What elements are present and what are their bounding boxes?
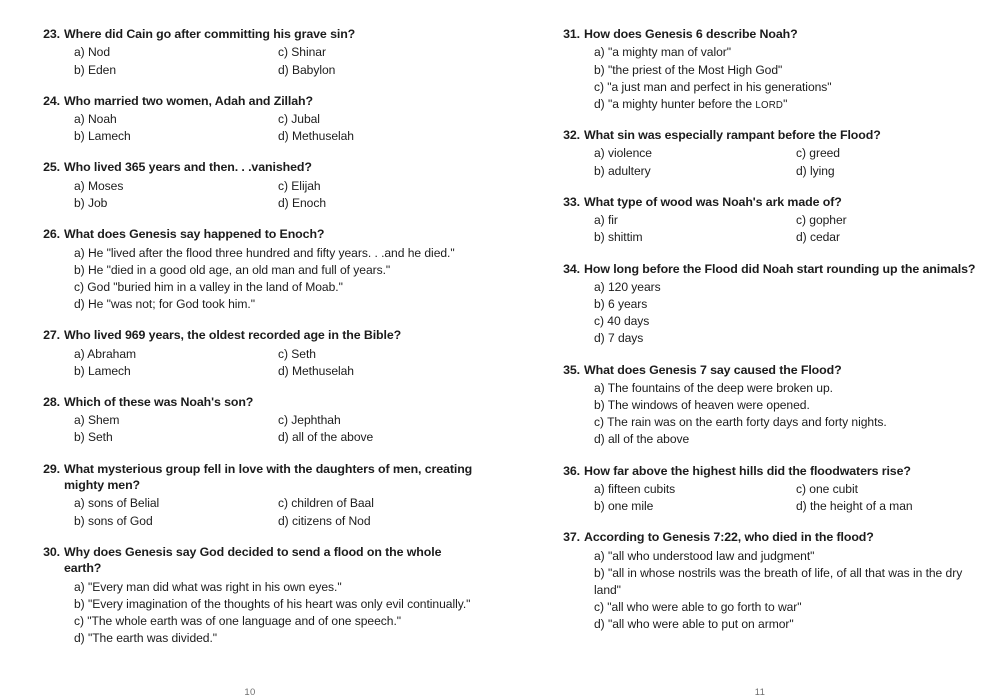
question-block (38, 394, 476, 447)
answer-option-list (38, 178, 476, 212)
answer-option[interactable]: a) "all who understood law and judgment" (594, 548, 815, 563)
question-number: 25. (43, 160, 60, 175)
answer-option[interactable]: d) Babylon (278, 62, 336, 77)
answer-option[interactable]: d) cedar (796, 230, 840, 245)
question-text: How far above the highest hills did the floodwaters rise? (584, 463, 911, 478)
answer-option[interactable]: c) God "buried him in a valley in the land of Moab." (74, 279, 343, 294)
answer-option[interactable]: d) "The earth was divided." (74, 631, 218, 646)
answer-option[interactable]: d) He "was not; for God took him." (74, 297, 255, 312)
answer-option[interactable]: d) Enoch (278, 195, 327, 210)
answer-option-list (38, 245, 476, 314)
answer-option[interactable]: d) Methuselah (278, 129, 354, 144)
answer-option[interactable]: c) Elijah (278, 178, 321, 193)
question-block (38, 461, 476, 530)
question-block (558, 26, 990, 113)
question-line (558, 463, 990, 479)
answer-option-list (558, 44, 990, 113)
question-text: According to Genesis 7:22, who died in the flood? (584, 530, 874, 545)
answer-option[interactable]: a) The fountains of the deep were broken up. (594, 380, 833, 395)
question-block (38, 226, 476, 313)
answer-option[interactable]: a) Shem (74, 413, 120, 428)
answer-option[interactable]: d) all of the above (594, 432, 690, 447)
question-number: 32. (563, 128, 580, 143)
answer-option[interactable]: a) sons of Belial (74, 496, 160, 511)
answer-option-list (38, 495, 476, 529)
answer-option[interactable]: c) "all who were able to go forth to war" (594, 600, 802, 615)
question-number: 26. (43, 227, 60, 242)
question-line (38, 461, 476, 494)
question-text: Who married two women, Adah and Zillah? (64, 93, 313, 108)
question-text: Who lived 365 years and then. . .vanished? (64, 160, 312, 175)
page-number-right: 11 (754, 687, 766, 698)
question-line (38, 226, 476, 242)
question-block (38, 159, 476, 212)
answer-option-list (38, 412, 476, 446)
question-block (558, 127, 990, 180)
answer-option[interactable]: d) "all who were able to put on armor" (594, 617, 794, 632)
question-block (38, 544, 476, 647)
question-block (558, 261, 990, 348)
question-block (558, 362, 990, 449)
question-line (38, 544, 476, 577)
answer-option[interactable]: d) "a mighty hunter before the LORD" (594, 96, 788, 111)
question-number: 30. (43, 544, 60, 559)
answer-option[interactable]: b) Eden (74, 62, 117, 77)
question-text: What sin was especially rampant before the Flood? (584, 128, 881, 143)
question-line (558, 26, 990, 42)
question-line (38, 159, 476, 175)
answer-option-list (558, 145, 990, 179)
question-number: 35. (563, 362, 580, 377)
smallcaps-lord: LORD (755, 99, 784, 111)
answer-option-list (558, 548, 990, 634)
answer-option[interactable]: b) Lamech (74, 129, 131, 144)
question-block (558, 194, 990, 247)
question-number: 36. (563, 463, 580, 478)
answer-option[interactable]: c) 40 days (594, 314, 650, 329)
answer-option[interactable]: d) all of the above (278, 430, 374, 445)
answer-option[interactable]: d) Methuselah (278, 363, 354, 378)
answer-option[interactable]: c) Jephthah (278, 413, 341, 428)
answer-option[interactable]: c) Seth (278, 346, 316, 361)
answer-option-list (38, 579, 476, 648)
question-line (558, 127, 990, 143)
answer-option[interactable]: a) Noah (74, 112, 117, 127)
question-number: 27. (43, 328, 60, 343)
question-line (558, 529, 990, 545)
page-number-left: 10 (244, 687, 256, 698)
answer-option[interactable]: c) "The whole earth was of one language and of one speech." (74, 613, 402, 628)
answer-option[interactable]: c) Jubal (278, 112, 320, 127)
answer-option[interactable]: b) sons of God (74, 513, 153, 528)
question-text: What type of wood was Noah's ark made of? (584, 194, 842, 209)
question-text: What does Genesis 7 say caused the Flood? (584, 362, 842, 377)
answer-option-list (558, 279, 990, 348)
question-block (38, 93, 476, 146)
question-text: Why does Genesis say God decided to send a flood on the whole earth? (64, 544, 442, 576)
answer-option[interactable]: a) 120 years (594, 279, 661, 294)
answer-option[interactable]: c) one cubit (796, 482, 858, 496)
question-text: What does Genesis say happened to Enoch? (64, 227, 325, 242)
answer-option[interactable]: c) gopher (796, 213, 847, 228)
question-number: 29. (43, 461, 60, 476)
answer-option[interactable]: c) The rain was on the earth forty days and forty nights. (594, 415, 887, 430)
answer-option[interactable]: b) "Every imagination of the thoughts of his heart was only evil continually." (74, 596, 471, 611)
question-block (558, 463, 990, 516)
answer-option-list (558, 481, 990, 515)
answer-option[interactable]: a) "a mighty man of valor" (594, 45, 732, 60)
answer-option[interactable]: d) lying (796, 163, 835, 178)
answer-option[interactable]: a) fir (594, 213, 618, 228)
question-number: 23. (43, 27, 60, 41)
answer-option-list (38, 111, 476, 145)
question-line (38, 327, 476, 343)
question-text: Who lived 969 years, the oldest recorded age in the Bible? (64, 328, 402, 343)
answer-option[interactable]: a) fifteen cubits (594, 482, 676, 496)
question-text: How does Genesis 6 describe Noah? (584, 27, 798, 41)
answer-option[interactable]: d) the height of a man (796, 499, 913, 514)
question-number: 34. (563, 261, 580, 276)
question-text: Which of these was Noah's son? (64, 394, 254, 409)
question-block (38, 327, 476, 380)
answer-option[interactable]: b) shittim (594, 230, 643, 245)
right-question-list (558, 26, 990, 634)
answer-option[interactable]: b) Job (74, 195, 108, 210)
answer-option[interactable]: b) 6 years (594, 297, 648, 312)
answer-option[interactable]: c) greed (796, 146, 840, 161)
answer-option[interactable]: b) adultery (594, 163, 651, 178)
answer-option[interactable]: c) Shinar (278, 45, 326, 60)
question-number: 24. (43, 93, 60, 108)
right-page-content (500, 26, 1000, 634)
question-line (558, 194, 990, 210)
question-line (38, 26, 476, 42)
left-page (0, 26, 500, 700)
answer-option[interactable]: a) Moses (74, 178, 124, 193)
question-number: 31. (563, 27, 580, 41)
question-line (558, 362, 990, 378)
left-page-content (0, 26, 500, 647)
question-text: How long before the Flood did Noah start rounding up the animals? (584, 261, 976, 276)
question-line (558, 261, 990, 277)
question-number: 33. (563, 194, 580, 209)
answer-option-list (558, 212, 990, 246)
question-line (38, 93, 476, 109)
answer-option[interactable]: b) "all in whose nostrils was the breath of life, of all that was in the dry land" (594, 565, 963, 598)
answer-option-list (38, 346, 476, 380)
question-text: Where did Cain go after committing his grave sin? (64, 27, 356, 41)
question-number: 37. (563, 530, 580, 545)
answer-option[interactable]: a) Nod (74, 45, 110, 60)
right-page (500, 26, 1000, 700)
answer-option-list (558, 380, 990, 449)
question-line (38, 394, 476, 410)
left-question-list (38, 26, 476, 647)
question-block (558, 529, 990, 633)
answer-option[interactable]: a) Abraham (74, 346, 137, 361)
answer-option-list (38, 44, 476, 78)
answer-option[interactable]: b) He "died in a good old age, an old man and full of years." (74, 262, 391, 277)
answer-option[interactable]: a) "Every man did what was right in his own eyes." (74, 579, 342, 594)
answer-option[interactable]: b) The windows of heaven were opened. (594, 398, 810, 413)
answer-option[interactable]: a) He "lived after the flood three hundred and fifty years. . .and he died." (74, 245, 455, 260)
answer-option[interactable]: b) Seth (74, 430, 113, 445)
question-number: 28. (43, 394, 60, 409)
answer-option[interactable]: d) 7 days (594, 331, 644, 346)
answer-option[interactable]: b) one mile (594, 499, 654, 514)
question-block (38, 26, 476, 79)
answer-option[interactable]: c) "a just man and perfect in his generations" (594, 79, 832, 94)
answer-option[interactable]: c) children of Baal (278, 496, 374, 511)
answer-option[interactable]: b) Lamech (74, 363, 131, 378)
answer-option[interactable]: b) "the priest of the Most High God" (594, 62, 783, 77)
answer-option[interactable]: d) citizens of Nod (278, 513, 371, 528)
answer-option[interactable]: a) violence (594, 146, 652, 161)
question-text: What mysterious group fell in love with the daughters of men, creating mighty men? (64, 461, 473, 493)
